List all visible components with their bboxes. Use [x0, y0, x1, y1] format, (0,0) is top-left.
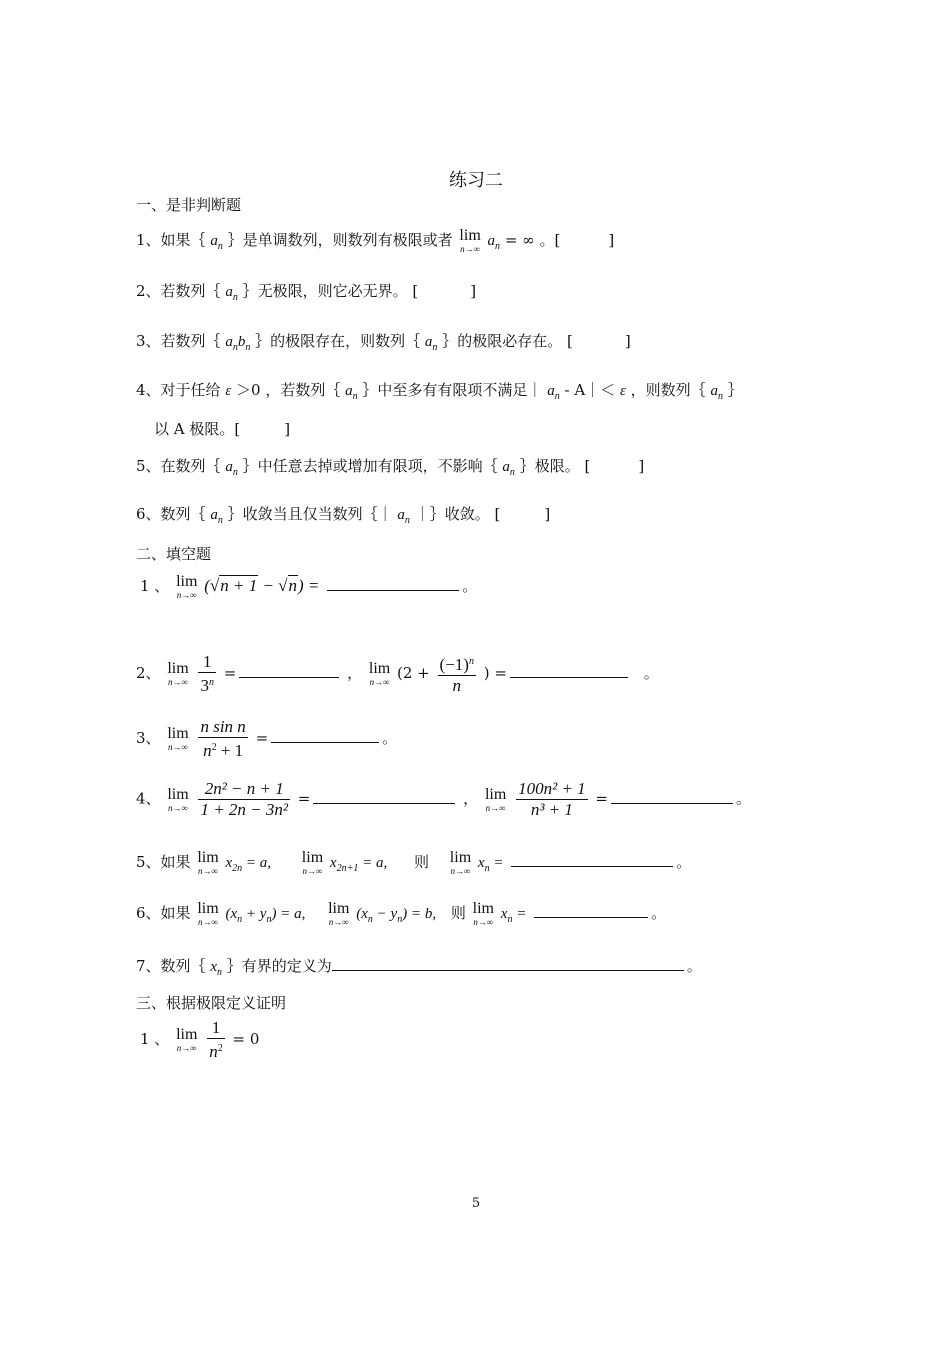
limit-symbol: lim n→∞ — [484, 785, 507, 813]
limit-symbol: lim n→∞ — [176, 573, 198, 600]
limit-symbol: lim n→∞ — [176, 1026, 198, 1053]
answer-blank[interactable] — [534, 916, 648, 918]
s2-question-1: 1 、 lim n→∞ (√n + 1 − √n) = 。 — [140, 573, 478, 600]
limit-symbol: lim n→∞ — [167, 660, 189, 687]
answer-blank[interactable] — [313, 802, 455, 804]
fraction: $\frac{\text{2n² − n + 1}}{\text{1 + 2n − 3n²}}$ — [200, 779, 288, 819]
answer-blank[interactable] — [239, 676, 339, 678]
s2-question-6: 6、如果 lim n→∞ $(x_n + y_n) = a$, lim n→∞ $(x_n - y_n) = b$, 则 lim n→∞ $x_n$ = 。 — [136, 900, 667, 927]
s1-question-1: 1、如果｛ $a_n$ ｝是单调数列，则数列有极限或者 lim n→∞ $a_n$ = ∞ 。[ ] — [136, 227, 615, 254]
fraction: $\frac{1}{n^2}$ — [209, 1018, 223, 1061]
s1-question-5: 5、在数列｛ $a_n$ ｝中任意去掉或增加有限项，不影响｛ $a_n$ ｝极限。 [ ] — [136, 457, 645, 478]
fraction: $\frac{\text{100n² + 1}}{\text{n³ + 1}}$ — [518, 779, 586, 819]
s2-question-3: 3、 lim n→∞ $\frac{\text{n sin n}}{n^2 + 1}$ = 。 — [136, 717, 398, 760]
limit-symbol: lim n→∞ — [459, 227, 481, 254]
answer-blank[interactable] — [332, 969, 684, 971]
fraction: $\frac{(-1)^n}{n}$ — [438, 652, 476, 696]
answer-blank[interactable] — [511, 865, 673, 867]
s2-question-4: 4、 lim n→∞ $\frac{\text{2n² − n + 1}}{\text{1 + 2n − 3n²}}$ = ， lim n→∞ $\frac{\text{100n² + 1}}{\text{n³ + 1}}$ = 。 — [136, 779, 752, 819]
s2-question-2: 2、 lim n→∞ $\frac{1}{3^n}$ = ， lim n→∞ (2 + $\frac{(-1)^n}{n}$ ) = 。 — [136, 652, 659, 695]
limit-symbol: lim n→∞ — [472, 900, 494, 927]
section1-heading: 一、是非判断题 — [136, 196, 242, 214]
page-number: 5 — [471, 1196, 481, 1211]
limit-symbol: lim n→∞ — [328, 900, 350, 927]
limit-symbol: lim n→∞ — [197, 900, 219, 927]
limit-symbol: lim n→∞ — [197, 849, 219, 876]
answer-blank[interactable] — [611, 802, 733, 804]
s1-question-4: 4、对于任给 ε ＞0 ，若数列｛ $a_n$ ｝中至多有有限项不满足｜ $a_n$ - A｜＜ ε ，则数列｛ $a_n$ ｝ — [136, 381, 743, 402]
s2-question-7: 7、数列｛ $x_n$ ｝有界的定义为 。 — [136, 957, 702, 978]
limit-symbol: lim n→∞ — [449, 849, 472, 876]
s3-question-1: 1 、 lim n→∞ $\frac{1}{n^2}$ = 0 — [140, 1018, 260, 1061]
page-title: 练习二 — [449, 170, 503, 191]
limit-symbol: lim n→∞ — [368, 660, 391, 687]
answer-blank[interactable] — [271, 741, 379, 743]
section2-heading: 二、填空题 — [136, 545, 212, 563]
limit-symbol: lim n→∞ — [167, 785, 189, 813]
fraction: $\frac{1}{3^n}$ — [200, 652, 214, 695]
limit-symbol: lim n→∞ — [167, 725, 189, 752]
s1-question-4-line2: 以 A 极限。[ ] — [154, 420, 291, 438]
fraction: $\frac{\text{n sin n}}{n^2 + 1}$ — [200, 717, 246, 760]
limit-symbol: lim n→∞ — [301, 849, 324, 876]
s1-question-6: 6、数列｛ $a_n$ ｝收敛当且仅当数列｛｜ $a_n$ ｜｝收敛。 [ ] — [136, 505, 551, 526]
s1-question-2: 2、若数列｛ $a_n$ ｝无极限，则它必无界。 [ ] — [136, 282, 477, 303]
answer-blank[interactable] — [510, 676, 628, 678]
s1-question-3: 3、若数列｛ $a_nb_n$ ｝的极限存在，则数列｛ $a_n$ ｝的极限必存在。 [ ] — [136, 332, 631, 353]
s2-question-5: 5、如果 lim n→∞ $x_{2n} = a$, lim n→∞ $x_{2n+1} = a$, 则 lim n→∞ $x_n$ = 。 — [136, 849, 692, 876]
answer-blank[interactable] — [327, 589, 459, 591]
section3-heading: 三、根据极限定义证明 — [136, 994, 287, 1012]
